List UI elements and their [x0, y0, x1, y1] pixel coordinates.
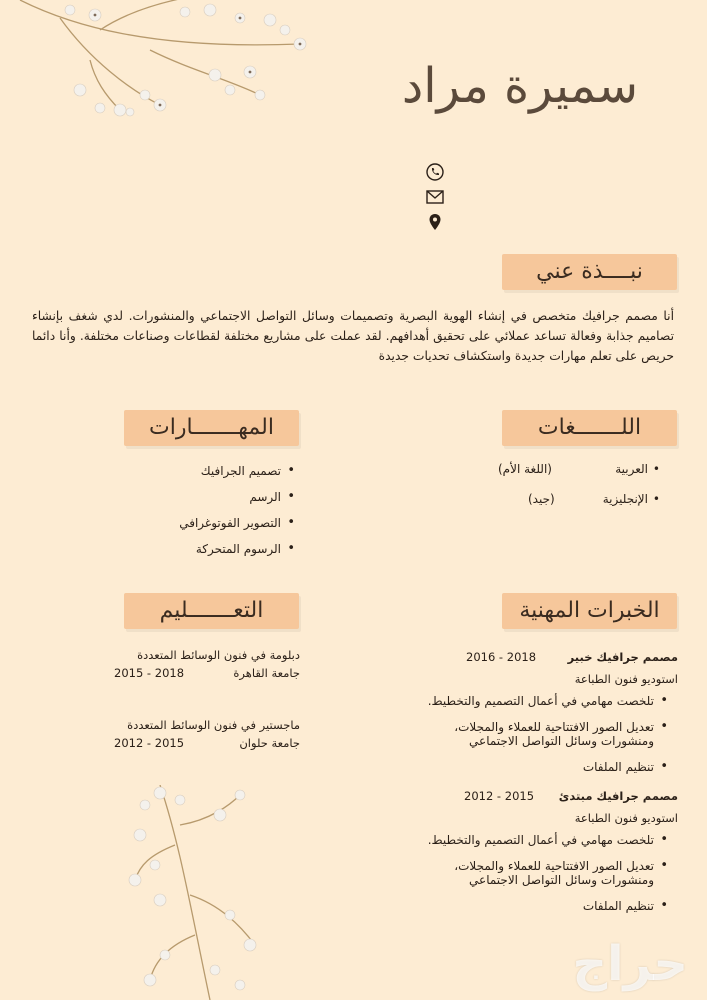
- education-dates: 2015 - 2012: [114, 736, 185, 750]
- degree: دبلومة في فنون الوسائط المتعددة: [137, 648, 300, 662]
- job-entry: [420, 789, 678, 925]
- watermark-text: حراج: [572, 936, 688, 992]
- education-header: [124, 593, 299, 629]
- watermark-logo: [478, 932, 707, 1000]
- job-dates: 2015 - 2012: [464, 789, 535, 803]
- language-level: (جيد): [528, 492, 555, 506]
- school: جامعة القاهرة: [233, 666, 300, 680]
- languages-header: [502, 410, 677, 446]
- about-text: أنا مصمم جرافيك متخصص في إنشاء الهوية البصرية وتصميمات وسائل التواصل الاجتماعي والمنشورات. لدي شغف بإنشاء تصاميم جذابة وفعالة تساعد عملائي على تحقيق أهدافهم. لقد عملت على مشاريع مختلفة لقطاعات وصناعات مختلفة. وأنا دائما حريص على تعلم مهارات جديدة واستكشاف تحديات جديدة: [32, 309, 674, 363]
- task-item: • تنظيم الملفات: [420, 760, 668, 774]
- job-dates: 2018 - 2016: [466, 650, 537, 664]
- skill-item: • الرسم: [120, 490, 295, 504]
- person-name: سميرة مراد: [401, 58, 639, 114]
- job-title: مصمم جرافيك مبتدئ: [558, 789, 678, 803]
- floral-branch-bottom: [120, 785, 290, 1000]
- education-title: التعـــــــليم: [159, 598, 264, 623]
- skill-item: • تصميم الجرافيك: [120, 464, 295, 478]
- about-title: نبــــذة عني: [536, 259, 643, 284]
- language-level: (اللغة الأم): [498, 462, 552, 476]
- task-item: • تعديل الصور الافتتاحية للعملاء والمجلات، ومنشورات وسائل التواصل الاجتماعي: [420, 859, 668, 887]
- languages-list: [490, 462, 670, 522]
- skills-header: [124, 410, 299, 446]
- education-dates: 2018 - 2015: [114, 666, 185, 680]
- job-entry: [420, 650, 678, 786]
- about-header: [502, 254, 677, 290]
- task-item: • تعديل الصور الافتتاحية للعملاء والمجلات، ومنشورات وسائل التواصل الاجتماعي: [420, 720, 668, 748]
- skills-list: [120, 464, 295, 568]
- languages-title: اللـــــــغات: [537, 415, 642, 440]
- skill-item: • الرسوم المتحركة: [120, 542, 295, 556]
- experience-title: الخبرات المهنية: [519, 598, 660, 623]
- task-item: • تلخصت مهامي في أعمال التصميم والتخطيط.: [420, 694, 668, 708]
- language-name: الإنجليزية: [602, 492, 648, 506]
- education-entry: [110, 648, 300, 684]
- degree: ماجستير في فنون الوسائط المتعددة: [127, 718, 300, 732]
- job-company: استوديو فنون الطباعة: [574, 811, 678, 825]
- job-tasks: [420, 694, 678, 774]
- job-company: استوديو فنون الطباعة: [574, 672, 678, 686]
- experience-header: [502, 593, 677, 629]
- task-item: • تنظيم الملفات: [420, 899, 668, 913]
- phone-icon: [424, 161, 446, 183]
- language-item: • العربية (اللغة الأم): [498, 462, 660, 476]
- language-name: العربية: [615, 462, 648, 476]
- school: جامعة حلوان: [239, 736, 300, 750]
- skills-title: المهـــــــارات: [149, 415, 274, 440]
- mail-icon: [424, 186, 446, 208]
- location-pin-icon: [424, 212, 446, 234]
- task-item: • تلخصت مهامي في أعمال التصميم والتخطيط.: [420, 833, 668, 847]
- skill-item: • التصوير الفوتوغرافي: [120, 516, 295, 530]
- education-entry: [110, 718, 300, 754]
- job-title: مصمم جرافيك خبير: [567, 650, 678, 664]
- language-item: • الإنجليزية (جيد): [528, 492, 660, 506]
- floral-branch-top: [0, 0, 320, 130]
- job-tasks: [420, 833, 678, 913]
